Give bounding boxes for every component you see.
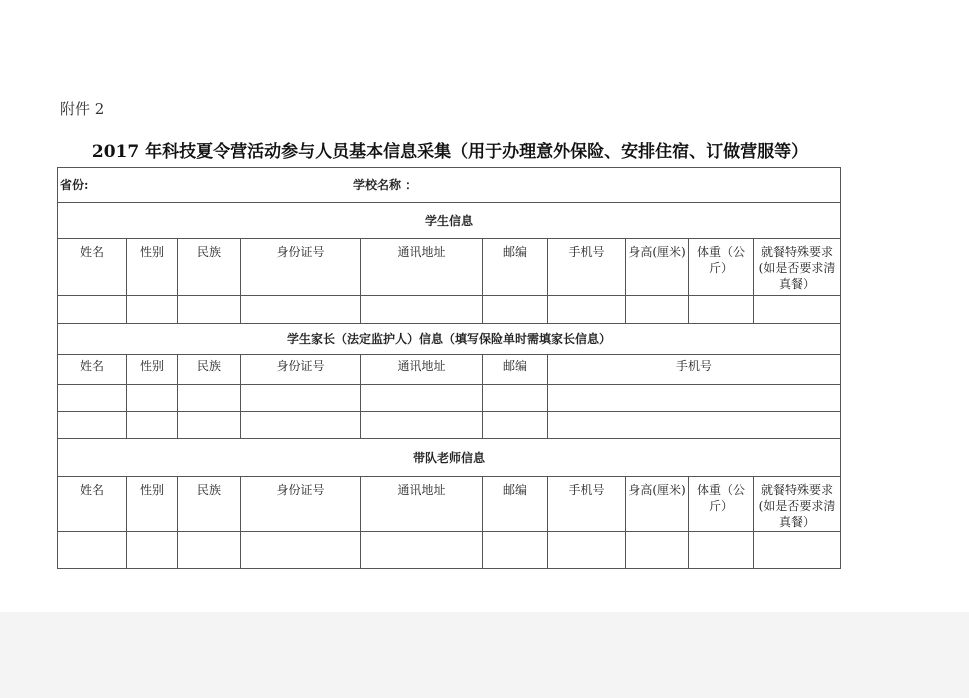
parent-cell-phone[interactable] [548,412,841,439]
meta-cell [58,168,841,203]
student-header-weight: 体重（公斤） [689,239,754,296]
teacher-header-address: 通讯地址 [361,477,483,532]
teacher-header-phone: 手机号 [548,477,626,532]
student-header-row [58,239,841,296]
parent-section-title: 学生家长（法定监护人）信息（填写保险单时需填家长信息） [58,324,841,355]
meta-row [58,168,841,203]
parent-cell-postcode[interactable] [483,385,548,412]
teacher-header-weight: 体重（公斤） [689,477,754,532]
parent-cell-ethnicity[interactable] [178,385,241,412]
teacher-header-meal-requirement: 就餐特殊要求(如是否要求清真餐） [754,477,841,532]
teacher-cell-address[interactable] [361,532,483,569]
student-header-ethnicity: 民族 [178,239,241,296]
parent-header-ethnicity: 民族 [178,355,241,385]
teacher-header-gender: 性别 [127,477,178,532]
student-header-name: 姓名 [58,239,127,296]
parent-cell-address[interactable] [361,385,483,412]
parent-cell-ethnicity[interactable] [178,412,241,439]
student-header-postcode: 邮编 [483,239,548,296]
teacher-entry-row [58,532,841,569]
parent-header-gender: 性别 [127,355,178,385]
student-cell-weight[interactable] [689,296,754,324]
parent-header-id-number: 身份证号 [241,355,361,385]
teacher-header-postcode: 邮编 [483,477,548,532]
document-title: 2017 年科技夏令营活动参与人员基本信息采集（用于办理意外保险、安排住宿、订做营服等） [91,142,809,162]
student-cell-id-number[interactable] [241,296,361,324]
page-bottom-band [0,612,969,698]
parent-header-postcode: 邮编 [483,355,548,385]
student-header-id-number: 身份证号 [241,239,361,296]
teacher-cell-meal-requirement[interactable] [754,532,841,569]
parent-cell-phone[interactable] [548,385,841,412]
info-collection-table [57,167,841,569]
parent-section-row [58,324,841,355]
teacher-cell-ethnicity[interactable] [178,532,241,569]
student-cell-ethnicity[interactable] [178,296,241,324]
teacher-cell-gender[interactable] [127,532,178,569]
parent-cell-id-number[interactable] [241,385,361,412]
parent-entry-row-2 [58,412,841,439]
parent-cell-gender[interactable] [127,412,178,439]
parent-cell-name[interactable] [58,412,127,439]
teacher-header-row [58,477,841,532]
parent-header-phone: 手机号 [548,355,841,385]
attachment-label: 附件 2 [60,100,105,118]
student-section-title: 学生信息 [58,203,841,239]
teacher-cell-phone[interactable] [548,532,626,569]
teacher-section-row [58,439,841,477]
student-section-row [58,203,841,239]
teacher-header-id-number: 身份证号 [241,477,361,532]
teacher-header-name: 姓名 [58,477,127,532]
province-label: 省份: [60,178,89,192]
teacher-header-height: 身高(厘米) [626,477,689,532]
student-cell-gender[interactable] [127,296,178,324]
parent-cell-name[interactable] [58,385,127,412]
student-header-meal-requirement: 就餐特殊要求(如是否要求清真餐） [754,239,841,296]
parent-header-address: 通讯地址 [361,355,483,385]
student-cell-address[interactable] [361,296,483,324]
student-cell-phone[interactable] [548,296,626,324]
parent-cell-id-number[interactable] [241,412,361,439]
teacher-cell-postcode[interactable] [483,532,548,569]
teacher-cell-id-number[interactable] [241,532,361,569]
student-cell-height[interactable] [626,296,689,324]
parent-cell-address[interactable] [361,412,483,439]
student-entry-row [58,296,841,324]
teacher-cell-name[interactable] [58,532,127,569]
student-cell-postcode[interactable] [483,296,548,324]
student-cell-meal-requirement[interactable] [754,296,841,324]
student-cell-name[interactable] [58,296,127,324]
parent-header-name: 姓名 [58,355,127,385]
parent-cell-postcode[interactable] [483,412,548,439]
student-header-height: 身高(厘米) [626,239,689,296]
teacher-header-ethnicity: 民族 [178,477,241,532]
student-header-gender: 性别 [127,239,178,296]
teacher-cell-height[interactable] [626,532,689,569]
parent-header-row [58,355,841,385]
teacher-cell-weight[interactable] [689,532,754,569]
parent-cell-gender[interactable] [127,385,178,412]
student-header-phone: 手机号 [548,239,626,296]
teacher-section-title: 带队老师信息 [58,439,841,477]
parent-entry-row-1 [58,385,841,412]
student-header-address: 通讯地址 [361,239,483,296]
school-name-label: 学校名称 ： [353,178,418,192]
